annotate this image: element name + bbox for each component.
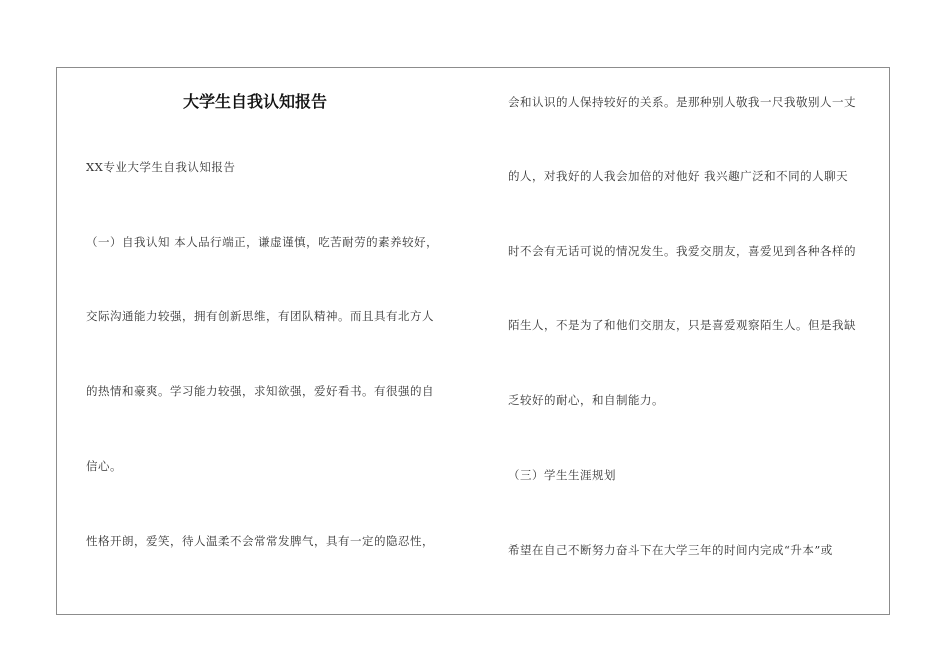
left-line-4: 的热情和豪爽。学习能力较强，求知欲强，爱好看书。有很强的自 <box>86 384 434 398</box>
left-line-1: XX专业大学生自我认知报告 <box>86 160 236 174</box>
right-line-2: 的人，对我好的人我会加倍的对他好 我兴趣广泛和不同的人聊天 <box>508 169 849 183</box>
right-line-7: 希望在自己不断努力奋斗下在大学三年的时间内完成“升本”或 <box>508 543 833 557</box>
right-line-1: 会和认识的人保持较好的关系。是那种别人敬我一尺我敬别人一丈 <box>508 95 856 109</box>
right-line-3: 时不会有无话可说的情况发生。我爱交朋友，喜爱见到各种各样的 <box>508 244 856 258</box>
left-line-2: （一）自我认知 本人品行端正，谦虚谨慎，吃苦耐劳的素养较好， <box>86 235 439 249</box>
right-line-4: 陌生人，不是为了和他们交朋友，只是喜爱观察陌生人。但是我缺 <box>508 318 856 332</box>
page-frame <box>56 67 890 615</box>
document-title: 大学生自我认知报告 <box>183 92 328 111</box>
section-heading-career-plan: （三）学生生涯规划 <box>508 468 616 482</box>
right-line-5: 乏较好的耐心，和自制能力。 <box>508 393 664 407</box>
left-line-5: 信心。 <box>86 459 122 473</box>
left-line-6: 性格开朗，爱笑，待人温柔不会常常发脾气，具有一定的隐忍性， <box>86 534 434 548</box>
left-line-3: 交际沟通能力较强，拥有创新思维，有团队精神。而且具有北方人 <box>86 309 434 323</box>
